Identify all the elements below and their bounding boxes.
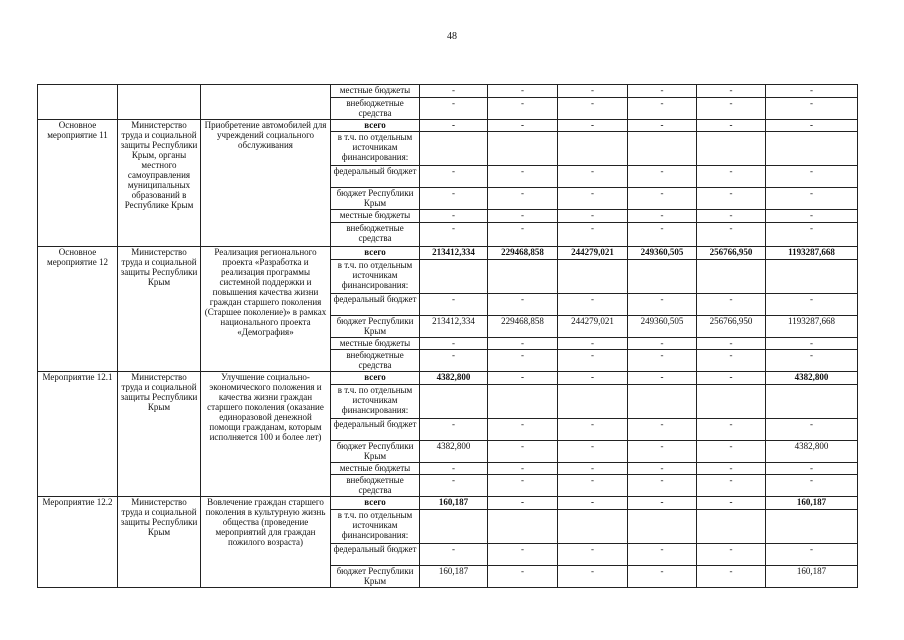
value-cell: -: [697, 441, 766, 463]
value-cell: -: [628, 441, 697, 463]
page-number: 48: [447, 31, 457, 42]
value-cell: 244279,021: [558, 316, 628, 338]
value-cell: -: [488, 497, 558, 510]
value-cell: 229468,858: [488, 316, 558, 338]
value-cell: -: [558, 566, 628, 588]
value-cell: -: [558, 294, 628, 316]
activity-name-cell: Вовлечение граждан старшего поколения в культурную жизнь общества (проведение мероприятий для граждан пожилого возраста): [201, 497, 331, 588]
value-cell: [558, 510, 628, 544]
activity-name-cell: Реализация регионального проекта «Разработка и реализация программы системной поддержки и повышения качества жизни граждан старшего поколения (Старшее поколение)» в рамках национального проекта «Демография»: [201, 247, 331, 372]
value-cell: -: [488, 475, 558, 497]
value-cell: -: [558, 463, 628, 475]
value-cell: -: [420, 210, 488, 223]
value-cell: [558, 260, 628, 294]
value-cell: 160,187: [420, 497, 488, 510]
value-cell: -: [766, 544, 858, 566]
value-cell: -: [697, 497, 766, 510]
value-cell: -: [558, 210, 628, 223]
value-cell: -: [697, 338, 766, 350]
value-cell: -: [558, 166, 628, 188]
value-cell: -: [420, 98, 488, 120]
source-cell: всего: [331, 497, 420, 510]
table-row: [38, 497, 858, 510]
value-cell: -: [697, 419, 766, 441]
value-cell: -: [628, 497, 697, 510]
value-cell: [488, 510, 558, 544]
value-cell: -: [697, 98, 766, 120]
value-cell: -: [488, 463, 558, 475]
value-cell: -: [766, 419, 858, 441]
value-cell: -: [697, 223, 766, 247]
value-cell: -: [766, 98, 858, 120]
value-cell: 229468,858: [488, 247, 558, 260]
value-cell: -: [628, 210, 697, 223]
value-cell: -: [488, 350, 558, 372]
value-cell: -: [628, 419, 697, 441]
value-cell: -: [420, 120, 488, 132]
value-cell: 244279,021: [558, 247, 628, 260]
activity-cell: [38, 85, 118, 120]
value-cell: -: [488, 372, 558, 385]
value-cell: [488, 132, 558, 166]
value-cell: 160,187: [766, 566, 858, 588]
source-cell: всего: [331, 120, 420, 132]
executor-cell: [118, 85, 201, 120]
value-cell: -: [558, 120, 628, 132]
value-cell: -: [488, 294, 558, 316]
value-cell: -: [558, 338, 628, 350]
value-cell: -: [697, 120, 766, 132]
value-cell: -: [420, 294, 488, 316]
value-cell: [558, 132, 628, 166]
value-cell: -: [697, 188, 766, 210]
value-cell: [488, 385, 558, 419]
value-cell: [628, 132, 697, 166]
value-cell: -: [766, 338, 858, 350]
activity-cell: Мероприятие 12.1: [38, 372, 118, 497]
value-cell: 249360,505: [628, 316, 697, 338]
budget-table: [37, 84, 858, 588]
activity-cell: Основное мероприятие 12: [38, 247, 118, 372]
value-cell: [420, 385, 488, 419]
value-cell: -: [697, 566, 766, 588]
source-cell: федеральный бюджет: [331, 419, 420, 441]
activity-cell: Основное мероприятие 11: [38, 120, 118, 247]
value-cell: -: [558, 188, 628, 210]
source-cell: в т.ч. по отдельным источникам финансирования:: [331, 260, 420, 294]
value-cell: 249360,505: [628, 247, 697, 260]
value-cell: -: [766, 223, 858, 247]
activity-name-cell: Улучшение социально-экономического положения и качества жизни граждан старшего поколения (оказание единоразовой денежной помощи гражданам, которым исполняется 100 и более лет): [201, 372, 331, 497]
value-cell: -: [488, 223, 558, 247]
value-cell: -: [558, 85, 628, 98]
value-cell: [766, 132, 858, 166]
value-cell: -: [420, 166, 488, 188]
value-cell: -: [766, 475, 858, 497]
executor-cell: Министерство труда и социальной защиты Республики Крым: [118, 497, 201, 588]
value-cell: -: [420, 338, 488, 350]
value-cell: [420, 132, 488, 166]
value-cell: -: [628, 188, 697, 210]
value-cell: -: [488, 98, 558, 120]
value-cell: -: [488, 188, 558, 210]
value-cell: 4382,800: [766, 441, 858, 463]
source-cell: местные бюджеты: [331, 210, 420, 223]
source-cell: местные бюджеты: [331, 338, 420, 350]
value-cell: -: [628, 166, 697, 188]
value-cell: [420, 260, 488, 294]
value-cell: -: [766, 188, 858, 210]
value-cell: [697, 260, 766, 294]
value-cell: [488, 260, 558, 294]
value-cell: [628, 260, 697, 294]
value-cell: -: [697, 210, 766, 223]
value-cell: -: [420, 419, 488, 441]
value-cell: -: [766, 85, 858, 98]
value-cell: -: [558, 475, 628, 497]
source-cell: внебюджетные средства: [331, 98, 420, 120]
value-cell: -: [488, 419, 558, 441]
value-cell: -: [697, 475, 766, 497]
value-cell: 256766,950: [697, 316, 766, 338]
value-cell: -: [697, 350, 766, 372]
value-cell: -: [697, 166, 766, 188]
table-row: [38, 120, 858, 132]
value-cell: -: [420, 188, 488, 210]
value-cell: -: [558, 419, 628, 441]
source-cell: федеральный бюджет: [331, 294, 420, 316]
source-cell: всего: [331, 247, 420, 260]
source-cell: всего: [331, 372, 420, 385]
value-cell: [697, 510, 766, 544]
value-cell: -: [488, 441, 558, 463]
value-cell: -: [558, 441, 628, 463]
value-cell: -: [420, 85, 488, 98]
value-cell: -: [488, 120, 558, 132]
value-cell: [558, 385, 628, 419]
value-cell: -: [628, 223, 697, 247]
value-cell: -: [420, 544, 488, 566]
value-cell: -: [558, 497, 628, 510]
source-cell: местные бюджеты: [331, 463, 420, 475]
source-cell: бюджет Республики Крым: [331, 316, 420, 338]
value-cell: [628, 385, 697, 419]
value-cell: 160,187: [766, 497, 858, 510]
value-cell: -: [766, 166, 858, 188]
value-cell: -: [697, 294, 766, 316]
source-cell: бюджет Республики Крым: [331, 188, 420, 210]
value-cell: -: [558, 372, 628, 385]
value-cell: 1193287,668: [766, 247, 858, 260]
activity-cell: Мероприятие 12.2: [38, 497, 118, 588]
value-cell: -: [628, 372, 697, 385]
value-cell: 160,187: [420, 566, 488, 588]
value-cell: -: [628, 544, 697, 566]
value-cell: -: [420, 475, 488, 497]
value-cell: [420, 510, 488, 544]
value-cell: [766, 260, 858, 294]
value-cell: -: [558, 223, 628, 247]
value-cell: -: [766, 210, 858, 223]
value-cell: -: [628, 120, 697, 132]
value-cell: -: [488, 566, 558, 588]
value-cell: -: [558, 98, 628, 120]
value-cell: -: [628, 294, 697, 316]
value-cell: -: [766, 294, 858, 316]
value-cell: [766, 385, 858, 419]
executor-cell: Министерство труда и социальной защиты Республики Крым: [118, 372, 201, 497]
value-cell: -: [628, 85, 697, 98]
value-cell: -: [628, 98, 697, 120]
executor-cell: Министерство труда и социальной защиты Республики Крым, органы местного самоуправления муниципальных образований в Республике Крым: [118, 120, 201, 247]
value-cell: -: [697, 544, 766, 566]
value-cell: -: [488, 85, 558, 98]
value-cell: 213412,334: [420, 316, 488, 338]
value-cell: -: [488, 338, 558, 350]
value-cell: -: [766, 120, 858, 132]
value-cell: -: [697, 463, 766, 475]
activity-name-cell: [201, 85, 331, 120]
executor-cell: Министерство труда и социальной защиты Республики Крым: [118, 247, 201, 372]
value-cell: [766, 510, 858, 544]
value-cell: -: [697, 85, 766, 98]
source-cell: в т.ч. по отдельным источникам финансирования:: [331, 510, 420, 544]
value-cell: 256766,950: [697, 247, 766, 260]
value-cell: 4382,800: [420, 441, 488, 463]
source-cell: в т.ч. по отдельным источникам финансирования:: [331, 132, 420, 166]
source-cell: федеральный бюджет: [331, 544, 420, 566]
value-cell: -: [420, 223, 488, 247]
source-cell: в т.ч. по отдельным источникам финансирования:: [331, 385, 420, 419]
value-cell: [628, 510, 697, 544]
value-cell: 4382,800: [766, 372, 858, 385]
value-cell: [697, 385, 766, 419]
value-cell: -: [488, 544, 558, 566]
value-cell: -: [488, 210, 558, 223]
value-cell: -: [628, 463, 697, 475]
value-cell: -: [697, 372, 766, 385]
value-cell: -: [628, 350, 697, 372]
value-cell: 4382,800: [420, 372, 488, 385]
value-cell: -: [420, 463, 488, 475]
value-cell: -: [628, 338, 697, 350]
value-cell: -: [420, 350, 488, 372]
value-cell: -: [628, 566, 697, 588]
source-cell: бюджет Республики Крым: [331, 441, 420, 463]
value-cell: -: [488, 166, 558, 188]
table-row: [38, 372, 858, 385]
value-cell: 213412,334: [420, 247, 488, 260]
value-cell: -: [766, 350, 858, 372]
table-row: [38, 85, 858, 98]
source-cell: внебюджетные средства: [331, 223, 420, 247]
value-cell: 1193287,668: [766, 316, 858, 338]
value-cell: -: [628, 475, 697, 497]
source-cell: бюджет Республики Крым: [331, 566, 420, 588]
value-cell: -: [558, 350, 628, 372]
source-cell: внебюджетные средства: [331, 475, 420, 497]
source-cell: федеральный бюджет: [331, 166, 420, 188]
value-cell: -: [558, 544, 628, 566]
activity-name-cell: Приобретение автомобилей для учреждений социального обслуживания: [201, 120, 331, 247]
source-cell: внебюджетные средства: [331, 350, 420, 372]
table-row: [38, 247, 858, 260]
source-cell: местные бюджеты: [331, 85, 420, 98]
value-cell: [697, 132, 766, 166]
value-cell: -: [766, 463, 858, 475]
